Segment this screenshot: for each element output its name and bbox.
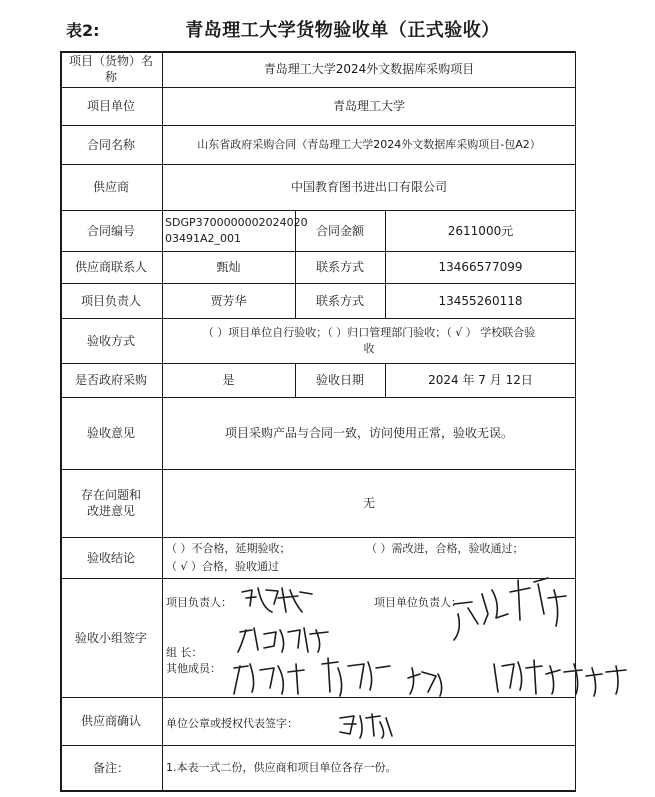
project-lead-label: 项目负责人 (80, 293, 141, 308)
conclusion-label: 验收结论 (86, 550, 135, 565)
contract-no-line2: 03491A2_001 (165, 231, 242, 245)
gov-purchase-value: 是 (222, 373, 235, 387)
acceptance-method-value (162, 318, 576, 363)
project-lead-value: 贾芳华 (210, 293, 247, 308)
supplier-confirm-value: 单位公章或授权代表签字： (166, 717, 298, 730)
group-leader-label: 组 长： (166, 646, 203, 659)
contract-amount-label: 合同金额 (315, 223, 364, 238)
document-header (0, 0, 655, 50)
contract-name-value: 山东省政府采购合同（青岛理工大学2024外文数据库采购项目-包A2） (197, 137, 541, 151)
conclusion-opt1: （ ）不合格，延期验收； (166, 541, 291, 555)
supplier-phone-label: 联系方式 (315, 260, 364, 274)
gov-purchase-label: 是否政府采购 (74, 373, 147, 387)
issues-label-line1: 存在问题和 (80, 488, 141, 502)
project-name-label: 项目（货物）名称 (68, 54, 153, 84)
acceptance-date-value: 2024 年 7 月 12日 (428, 373, 533, 387)
supplier-label: 供应商 (92, 180, 129, 194)
issues-label (60, 469, 162, 537)
project-lead-phone-label: 联系方式 (315, 293, 364, 308)
handwritten-signature-leader (236, 624, 332, 656)
handwritten-signature-unit-lead (448, 574, 572, 644)
project-unit-value: 青岛理工大学 (332, 99, 405, 113)
group-unit-lead-label: 项目单位负责人： (374, 596, 462, 609)
contract-amount-value: 2611000元 (447, 223, 514, 238)
acceptance-method-label: 验收方式 (86, 333, 135, 348)
group-members-label: 其他成员： (166, 662, 221, 675)
issues-value: 无 (362, 496, 375, 510)
acceptance-method-line2: 收 (363, 341, 375, 355)
conclusion-opt3: （ √ ）合格，验收通过 (166, 559, 280, 573)
handwritten-signature-supplier (336, 710, 396, 740)
acceptance-date-label: 验收日期 (315, 373, 364, 387)
opinion-label: 验收意见 (86, 426, 135, 440)
opinion-value: 项目采购产品与合同一致，访问使用正常，验收无误。 (224, 426, 513, 440)
supplier-value: 中国教育图书进出口有限公司 (290, 180, 447, 194)
project-name-value: 青岛理工大学2024外文数据库采购项目 (263, 62, 475, 76)
table-number: 表2: (66, 21, 100, 40)
contract-name-label: 合同名称 (86, 137, 135, 152)
supplier-phone-value: 13466577099 (438, 260, 523, 274)
contract-no-label: 合同编号 (86, 223, 135, 238)
remarks-value: 1.本表一式二份，供应商和项目单位各存一份。 (166, 760, 397, 774)
supplier-contact-label: 供应商联系人 (74, 260, 147, 274)
document-title: 青岛理工大学货物验收单（正式验收） (185, 20, 500, 41)
conclusion-opt2: （ ）需改进，合格，验收通过； (366, 541, 524, 555)
contract-no-value (162, 210, 308, 251)
project-unit-label: 项目单位 (86, 99, 135, 113)
handwritten-signature-project-lead (238, 582, 316, 620)
project-lead-phone-value: 13455260118 (438, 293, 523, 308)
remarks-label: 备注： (92, 760, 129, 775)
handwritten-signatures-members (230, 654, 640, 704)
issues-label-line2: 改进意见 (86, 504, 135, 518)
supplier-contact-value: 甄灿 (216, 260, 241, 274)
table-border-bottom (60, 790, 576, 792)
contract-no-line1: SDGP3700000002024020 (165, 215, 308, 229)
acceptance-method-line1: （ ）项目单位自行验收；（ ）归口管理部门验收；（ √ ） 学校联合验 (202, 325, 536, 339)
group-signature-label: 验收小组签字 (74, 630, 147, 645)
supplier-confirm-label: 供应商确认 (80, 714, 141, 728)
group-project-lead-label: 项目负责人： (166, 596, 232, 609)
